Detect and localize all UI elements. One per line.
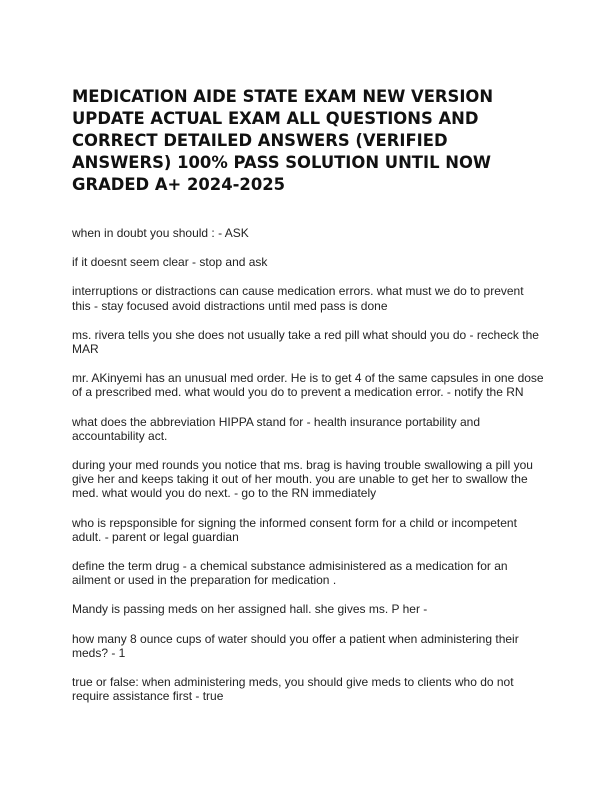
qa-item: define the term drug - a chemical substance admisinistered as a medication for an ailment or used in the preparation for medication .: [72, 559, 508, 588]
qa-item: what does the abbreviation HIPPA stand for - health insurance portability and accountability act.: [72, 414, 481, 443]
qa-item: Mandy is passing meds on her assigned hall. she gives ms. P her -: [72, 602, 428, 617]
qa-item: when in doubt you should : - ASK: [72, 226, 249, 240]
qa-item: how many 8 ounce cups of water should you offer a patient when administering their meds? - 1: [72, 631, 519, 660]
qa-item: during your med rounds you notice that ms. brag is having trouble swallowing a pill you give her and keeps taking it out of her mouth. you are unable to get her to swallow the med. what would you do next. - go to the RN immediately: [72, 458, 533, 501]
qa-item: who is repsponsible for signing the informed consent form for a child or incompetent adult. - parent or legal guardian: [72, 515, 517, 544]
qa-list: [72, 226, 544, 718]
document-title: MEDICATION AIDE STATE EXAM NEW VERSION UPDATE ACTUAL EXAM ALL QUESTIONS AND CORRECT DETAILED ANSWERS (VERIFIED ANSWERS) 100% PASS SOLUTION UNTIL NOW GRADED A+ 2024-2025: [72, 87, 494, 194]
qa-item: ms. rivera tells you she does not usually take a red pill what should you do - recheck the MAR: [72, 327, 539, 357]
qa-item: if it doesnt seem clear - stop and ask: [72, 255, 268, 270]
qa-item: interruptions or distractions can cause medication errors. what must we do to prevent this - stay focused avoid distractions until med pass is done: [72, 284, 524, 313]
qa-item: mr. AKinyemi has an unusual med order. He is to get 4 of the same capsules in one dose of a prescribed med. what would you do to prevent a medication error. - notify the RN: [72, 371, 544, 400]
qa-item: true or false: when administering meds, you should give meds to clients who do not require assistance first - true: [72, 675, 514, 704]
